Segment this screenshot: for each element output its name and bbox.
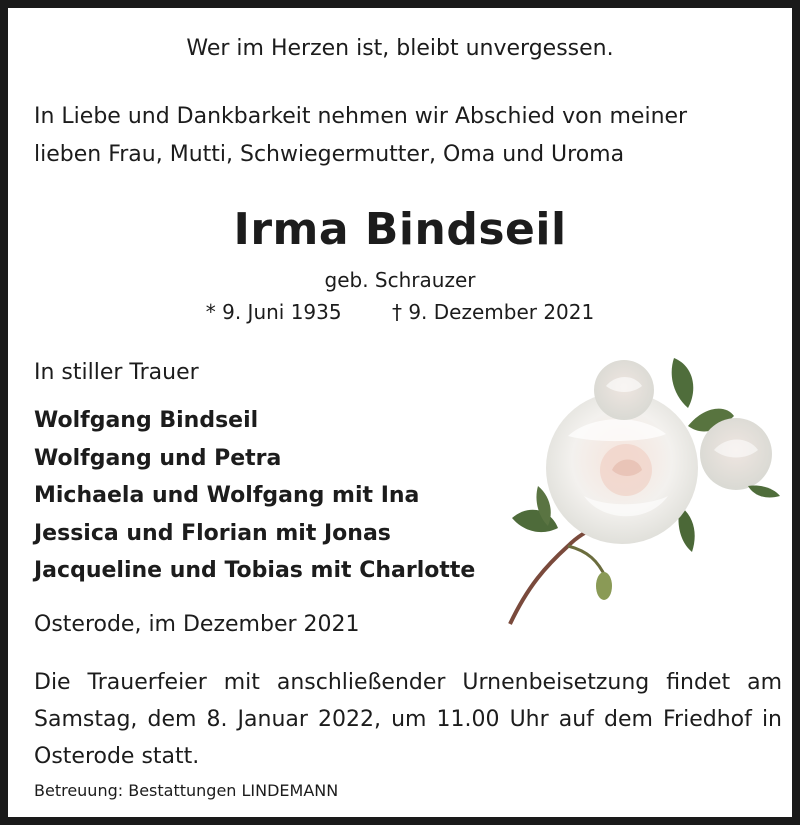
mourner-name: Jacqueline und Tobias mit Charlotte [34,558,476,583]
life-dates [8,300,792,324]
mourner-name: Michaela und Wolfgang mit Ina [34,483,420,508]
mourner-name: Wolfgang Bindseil [34,408,259,433]
maiden-name: geb. Schrauzer [324,268,476,292]
funeral-home: Betreuung: Bestattungen LINDEMANN [34,781,339,800]
deceased-name: Irma Bindseil [233,204,567,255]
motto: Wer im Herzen ist, bleibt unvergessen. [186,36,614,61]
mourner-name: Wolfgang und Petra [34,445,282,471]
intro-line-2: lieben Frau, Mutti, Schwiegermutter, Oma und Uroma [34,142,625,167]
mourners-list [34,402,475,590]
death-date: † 9. Dezember 2021 [391,300,595,324]
service-info: Die Trauerfeier mit anschließender Urnenbeisetzung findet am Samstag, dem 8. Januar 2022, um 11.00 Uhr auf dem Friedhof in Osterode statt. [34,670,782,769]
place-date: Osterode, im Dezember 2021 [34,612,360,637]
mourner-name: Jessica und Florian mit Jonas [34,520,391,546]
birth-date: * 9. Juni 1935 [205,300,342,324]
white-rose-image [498,346,788,628]
intro-line-1: In Liebe und Dankbarkeit nehmen wir Abschied von meiner [34,104,688,129]
mourning-heading: In stiller Trauer [34,360,199,385]
